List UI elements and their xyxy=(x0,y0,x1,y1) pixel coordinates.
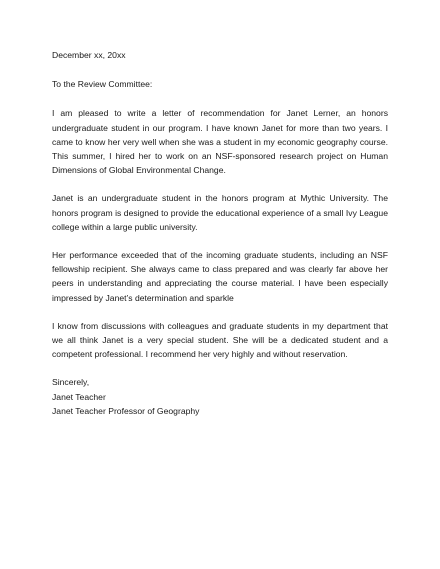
letter-salutation: To the Review Committee: xyxy=(52,79,153,90)
recommendation-letter xyxy=(52,48,388,418)
letter-date: December xx, 20xx xyxy=(52,50,126,60)
paragraph-1: I am pleased to write a letter of recommendation for Janet Lerner, an honors undergraduate student in our program. I have known Janet for more than two years. I came to know her very well when she was a student in my economic geography course. This summer, I hired her to work on an NSF-sponsored research project on Human Dimensions of Global Environmental Change. xyxy=(52,108,388,176)
paragraph-3: Her performance exceeded that of the incoming graduate students, including an NSF fellowship recipient. She always came to class prepared and was clearly far above her peers in understanding and appreciating the course material. I have been especially impressed by Janet’s determination and sparkle xyxy=(52,250,388,303)
paragraph-4: I know from discussions with colleagues and graduate students in my department that we all think Janet is a very special student. She will be a dedicated student and a competent professional. I recommend her very highly and without reservation. xyxy=(52,320,388,360)
signature-title: Janet Teacher Professor of Geography xyxy=(52,405,200,416)
paragraph-2: Janet is an undergraduate student in the honors program at Mythic University. The honors program is designed to provide the educational experience of a small Ivy League college within a large public university. xyxy=(52,193,388,232)
signature-name: Janet Teacher xyxy=(52,391,106,402)
letter-closing: Sincerely, xyxy=(52,377,90,388)
signature-block xyxy=(52,375,388,418)
